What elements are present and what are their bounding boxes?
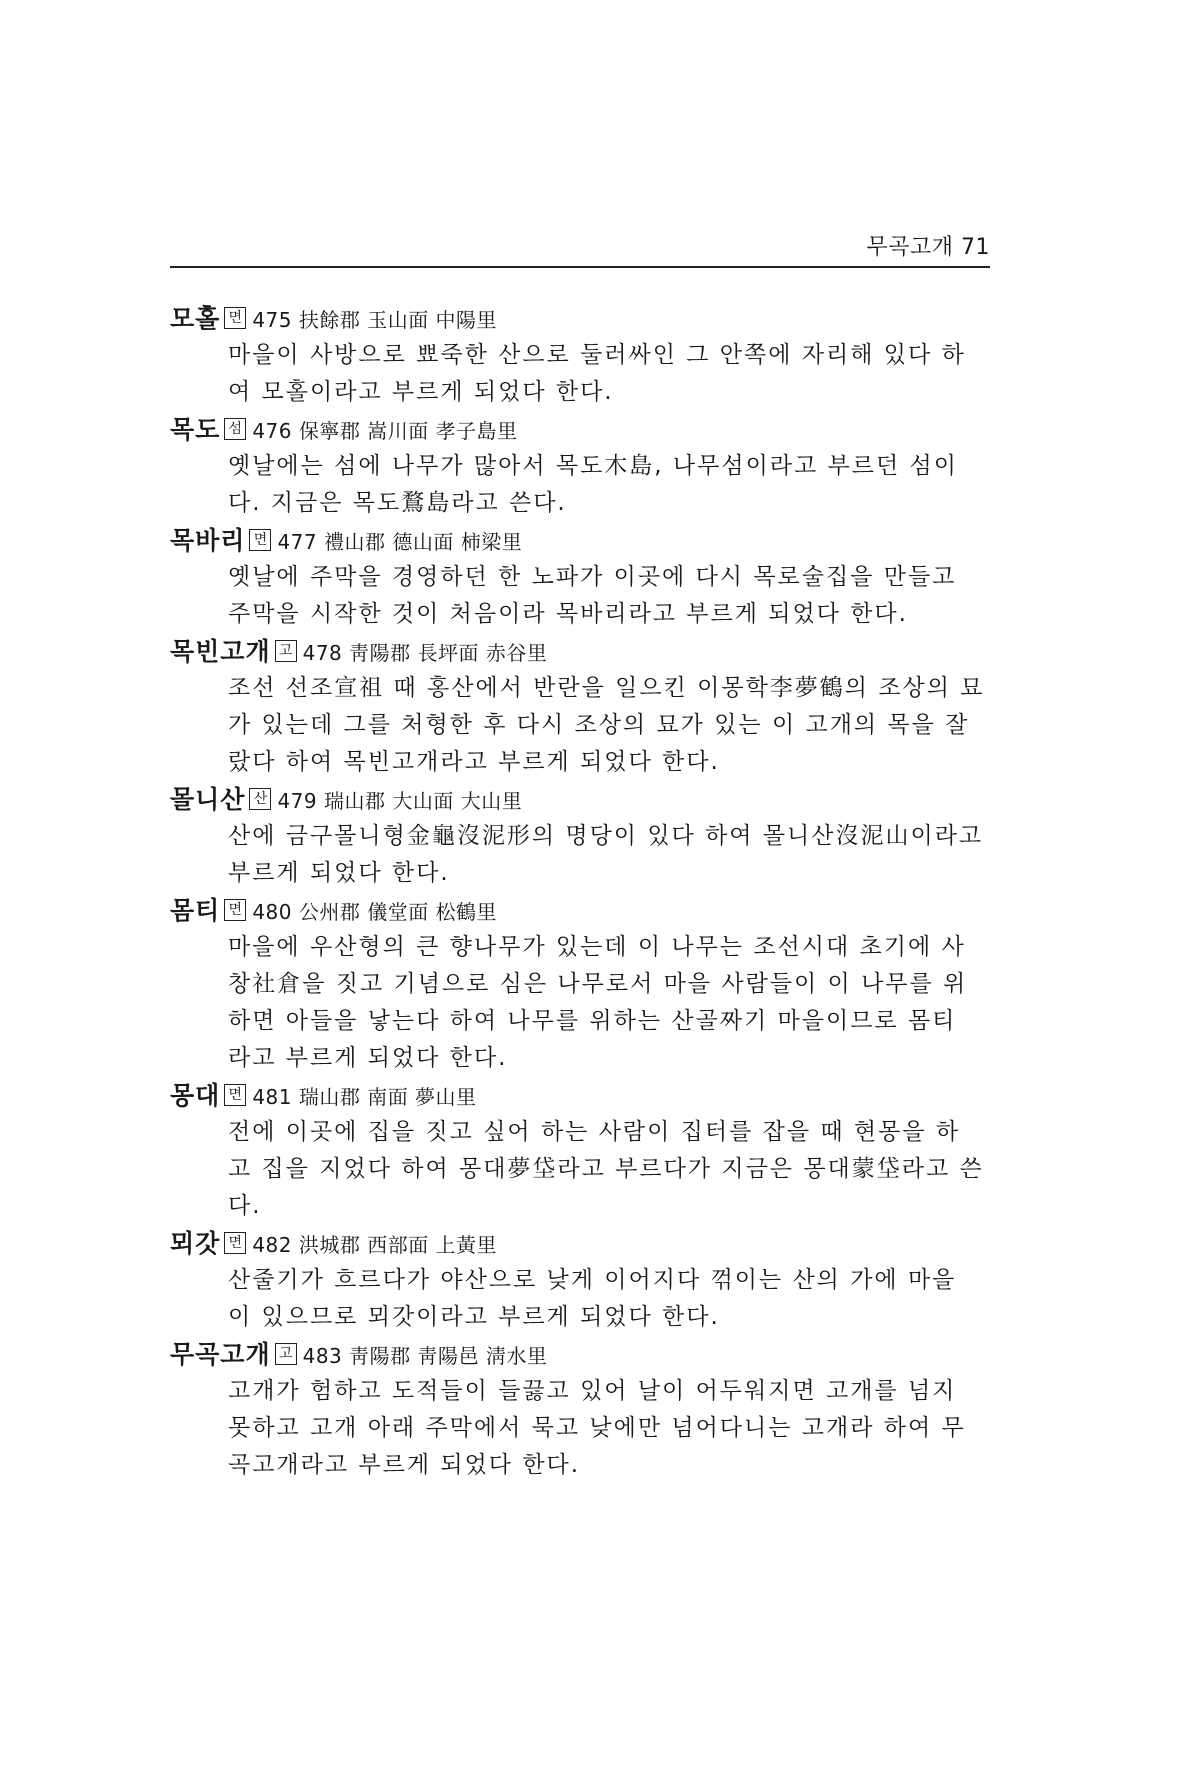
entry (170, 781, 1000, 892)
description-line: 다. (228, 1193, 262, 1219)
entry-heading (170, 633, 1000, 670)
entry-heading (170, 411, 1000, 448)
description-line: 못하고 고개 아래 주막에서 묵고 낮에만 넘어다니는 고개라 하여 무 (228, 1415, 966, 1441)
entry-heading (170, 300, 1000, 337)
entry-name: 목빈고개 (170, 637, 271, 666)
description-line: 부르게 되었다 한다. (228, 860, 450, 886)
category-mark: 면 (224, 1232, 246, 1254)
entry (170, 1225, 1000, 1336)
entry-heading (170, 1077, 1000, 1114)
description-line: 곡고개라고 부르게 되었다 한다. (228, 1452, 581, 1478)
running-head: 무곡고개 71 (866, 235, 990, 260)
entry-name: 뫼갓 (170, 1229, 221, 1258)
entry-location: 482 洪城郡 西部面 上黃里 (252, 1233, 498, 1257)
category-mark: 고 (275, 640, 297, 662)
category-mark: 고 (275, 1343, 297, 1365)
entry-description (228, 670, 1000, 781)
description-line: 가 있는데 그를 처형한 후 다시 조상의 묘가 있는 이 고개의 목을 잘 (228, 712, 970, 738)
description-line: 다. 지금은 목도鶩島라고 쓴다. (228, 490, 567, 516)
entry-name: 목도 (170, 415, 221, 444)
entry-name: 목바리 (170, 526, 246, 555)
entry-description (228, 337, 1000, 411)
category-mark: 산 (249, 788, 271, 810)
entry-location: 483 靑陽郡 靑陽邑 淸水里 (302, 1344, 548, 1368)
category-mark: 면 (224, 899, 246, 921)
page-header (170, 228, 990, 268)
entry-location: 476 保寧郡 嵩川面 孝子島里 (252, 419, 518, 443)
entry-name: 몸티 (170, 896, 221, 925)
entry-list (170, 300, 1000, 1484)
entry-location: 478 靑陽郡 長坪面 赤谷里 (302, 641, 548, 665)
entry-name: 몰니산 (170, 785, 246, 814)
description-line: 전에 이곳에 집을 짓고 싶어 하는 사람이 집터를 잡을 때 현몽을 하 (228, 1119, 961, 1145)
entry-description (228, 1373, 1000, 1484)
category-mark: 면 (224, 307, 246, 329)
entry-heading (170, 781, 1000, 818)
entry (170, 1336, 1000, 1484)
entry-location: 481 瑞山郡 南面 夢山里 (252, 1085, 477, 1109)
entry-heading (170, 1225, 1000, 1262)
entry-location: 475 扶餘郡 玉山面 中陽里 (252, 308, 498, 332)
entry (170, 300, 1000, 411)
entry-location: 480 公州郡 儀堂面 松鶴里 (252, 900, 498, 924)
category-mark: 면 (224, 1084, 246, 1106)
entry (170, 411, 1000, 522)
description-line: 여 모홀이라고 부르게 되었다 한다. (228, 379, 614, 405)
entry-description (228, 929, 1000, 1077)
entry-description (228, 1262, 1000, 1336)
description-line: 조선 선조宣祖 때 홍산에서 반란을 일으킨 이몽학李夢鶴의 조상의 묘 (228, 675, 985, 701)
entry-heading (170, 522, 1000, 559)
entry-description (228, 818, 1000, 892)
description-line: 고 집을 지었다 하여 몽대夢垈라고 부르다가 지금은 몽대蒙垈라고 쓴 (228, 1156, 984, 1182)
entry-name: 무곡고개 (170, 1340, 271, 1369)
entry (170, 522, 1000, 633)
entry-description (228, 448, 1000, 522)
description-line: 옛날에 주막을 경영하던 한 노파가 이곳에 다시 목로술집을 만들고 (228, 564, 957, 590)
entry-description (228, 1114, 1000, 1225)
description-line: 옛날에는 섬에 나무가 많아서 목도木島, 나무섬이라고 부르던 섬이 (228, 453, 958, 479)
entry-location: 477 禮山郡 德山面 柿梁里 (277, 530, 523, 554)
entry (170, 892, 1000, 1077)
entry-heading (170, 892, 1000, 929)
description-line: 하면 아들을 낳는다 하여 나무를 위하는 산골짜기 마을이므로 몸티 (228, 1008, 957, 1034)
category-mark: 면 (249, 529, 271, 551)
category-mark: 섬 (224, 418, 246, 440)
entry-heading (170, 1336, 1000, 1373)
entry (170, 1077, 1000, 1225)
description-line: 주막을 시작한 것이 처음이라 목바리라고 부르게 되었다 한다. (228, 601, 908, 627)
entry (170, 633, 1000, 781)
description-line: 산줄기가 흐르다가 야산으로 낮게 이어지다 꺾이는 산의 가에 마을 (228, 1267, 957, 1293)
entry-name: 모홀 (170, 304, 221, 333)
description-line: 이 있으므로 뫼갓이라고 부르게 되었다 한다. (228, 1304, 720, 1330)
description-line: 라고 부르게 되었다 한다. (228, 1045, 508, 1071)
description-line: 고개가 험하고 도적들이 들끓고 있어 날이 어두워지면 고개를 넘지 (228, 1378, 957, 1404)
description-line: 창社倉을 짓고 기념으로 심은 나무로서 마을 사람들이 이 나무를 위 (228, 971, 968, 997)
description-line: 랐다 하여 목빈고개라고 부르게 되었다 한다. (228, 749, 720, 775)
description-line: 마을에 우산형의 큰 향나무가 있는데 이 나무는 조선시대 초기에 사 (228, 934, 966, 960)
description-line: 산에 금구몰니형金龜沒泥形의 명당이 있다 하여 몰니산沒泥山이라고 (228, 823, 984, 849)
entry-location: 479 瑞山郡 大山面 大山里 (277, 789, 523, 813)
entry-name: 몽대 (170, 1081, 221, 1110)
entry-description (228, 559, 1000, 633)
description-line: 마을이 사방으로 뾰죽한 산으로 둘러싸인 그 안쪽에 자리해 있다 하 (228, 342, 966, 368)
